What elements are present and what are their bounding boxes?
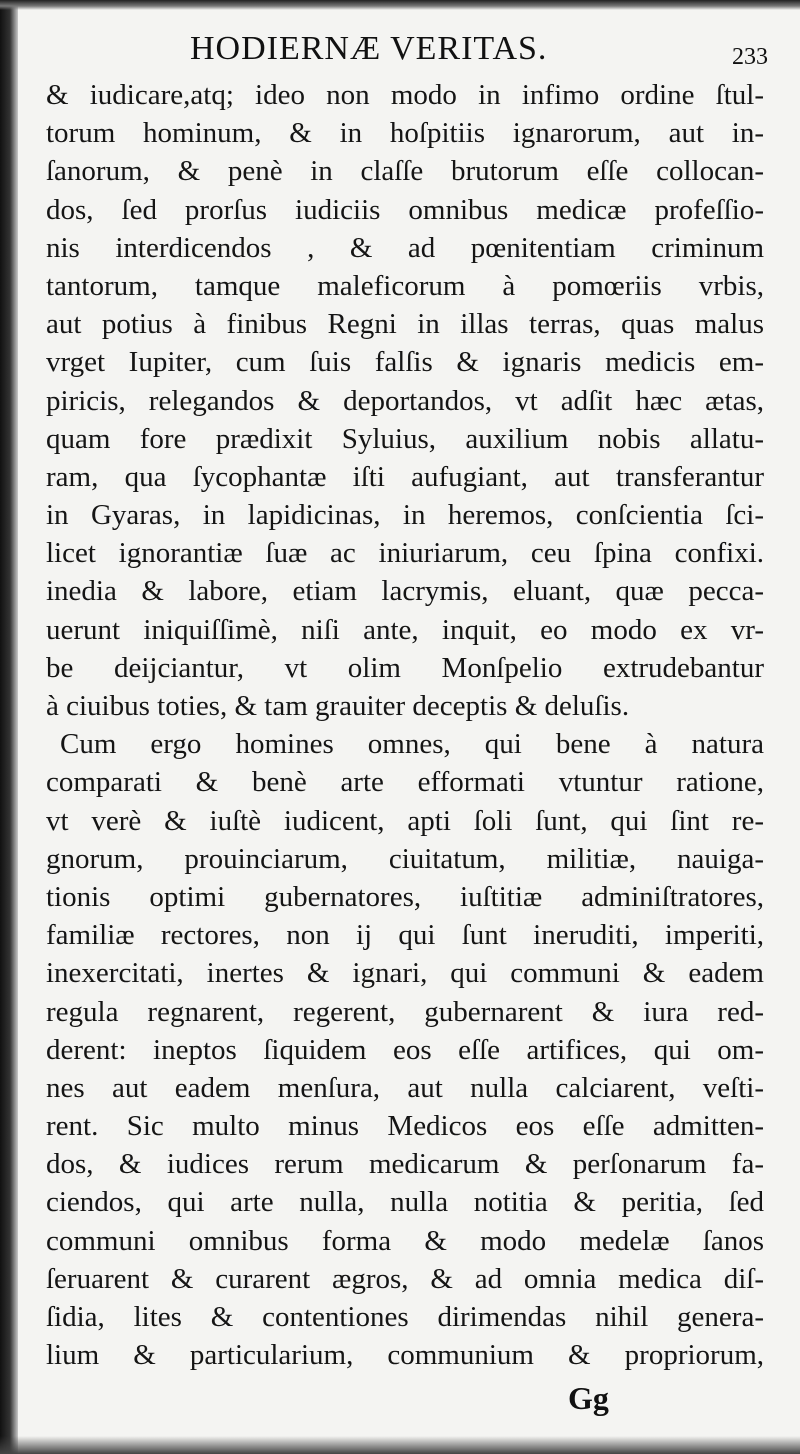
text-line: vrget Iupiter, cum ſuis falſis & ignaris medicis em- (46, 346, 764, 379)
running-head: HODIERNÆ VERITAS. (190, 30, 548, 67)
text-line: ciendos, qui arte nulla, nulla notitia & peritia, ſed (46, 1186, 764, 1219)
text-line: lium & particularium, communium & propriorum, (46, 1339, 764, 1372)
text-line: torum hominum, & in hoſpitiis ignarorum, aut in- (46, 117, 764, 150)
text-line: ſeruarent & curarent ægros, & ad omnia medica diſ- (46, 1262, 764, 1295)
text-line: communi omnibus forma & modo medelæ ſanos (46, 1224, 764, 1257)
page-gutter-shadow (0, 0, 18, 1454)
text-line: familiæ rectores, non ij qui ſunt ineruditi, imperiti, (46, 919, 764, 952)
text-line: comparati & benè arte efformati vtuntur ratione, (46, 766, 764, 799)
text-line: rent. Sic multo minus Medicos eos eſſe admitten- (46, 1110, 764, 1143)
text-line: quam fore prædixit Syluius, auxilium nobis allatu- (46, 422, 764, 455)
text-line: piricis, relegandos & deportandos, vt adſit hæc ætas, (46, 384, 764, 417)
text-line: gnorum, prouinciarum, ciuitatum, militiæ, nauiga- (46, 842, 764, 875)
text-line: inedia & labore, etiam lacrymis, eluant, quæ pecca- (46, 575, 764, 608)
text-line: in Gyaras, in lapidicinas, in heremos, conſcientia ſci- (46, 499, 764, 532)
paragraph-start-line: Cum ergo homines omnes, qui bene à natura (60, 728, 764, 761)
text-line: licet ignorantiæ ſuæ ac iniuriarum, ceu ſpina confixi. (46, 537, 764, 570)
text-line: ſidia, lites & contentiones dirimendas nihil genera- (46, 1301, 764, 1333)
text-line: uerunt iniquiſſimè, niſi ante, inquit, eo modo ex vr- (46, 613, 764, 646)
body-text (46, 76, 764, 1374)
text-line: & iudicare,atq; ideo non modo in infimo ordine ſtul- (46, 79, 764, 111)
text-line: regula regnarent, regerent, gubernarent & iura red- (46, 995, 764, 1028)
text-line: be deijciantur, vt olim Monſpelio extrudebantur (46, 651, 764, 684)
text-line: vt verè & iuſtè iudicent, apti ſoli ſunt, qui ſint re- (46, 804, 764, 837)
text-line: nis interdicendos , & ad pœnitentiam criminum (46, 231, 764, 264)
text-line: nes aut eadem menſura, aut nulla calciarent, veſti- (46, 1071, 764, 1104)
page-top-shadow (0, 0, 800, 10)
page-number: 233 (732, 44, 768, 70)
text-line: ram, qua ſycophantæ iſti aufugiant, aut transferantur (46, 460, 764, 493)
text-line: derent: ineptos ſiquidem eos eſſe artifices, qui om- (46, 1033, 764, 1066)
text-line: ſanorum, & penè in claſſe brutorum eſſe collocan- (46, 155, 764, 188)
signature-mark: Gg (568, 1380, 609, 1416)
text-line: dos, & iudices rerum medicarum & perſonarum fa- (46, 1148, 764, 1181)
text-line: tionis optimi gubernatores, iuſtitiæ adminiſtratores, (46, 880, 764, 913)
text-line: à ciuibus toties, & tam grauiter deceptis & deluſis. (46, 690, 630, 722)
page-bottom-shadow (0, 1436, 800, 1454)
text-line: inexercitati, inertes & ignari, qui communi & eadem (46, 957, 764, 990)
text-line: tantorum, tamque maleficorum à pomœriis vrbis, (46, 269, 764, 302)
text-line: dos, ſed prorſus iudiciis omnibus medicæ profeſſio- (46, 193, 764, 226)
text-line: aut potius à finibus Regni in illas terras, quas malus (46, 308, 764, 341)
